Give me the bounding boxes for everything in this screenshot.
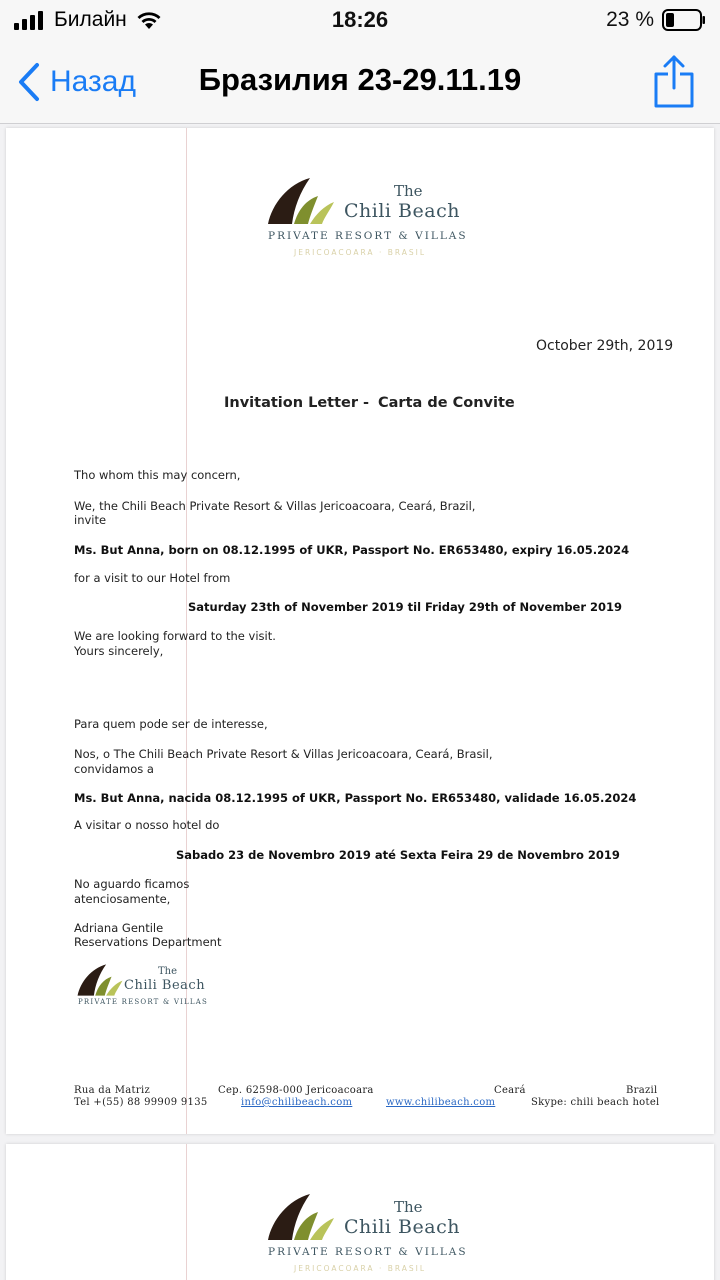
pt-visit: A visitar o nosso hotel do [74,818,220,832]
hotel-logo-mark-icon [266,176,336,226]
logo-the: The [394,1198,423,1216]
signature-name: Adriana Gentile [74,921,164,935]
clock: 18:26 [331,7,389,32]
en-dates: Saturday 23th of November 2019 til Friday 29th of November 2019 [188,600,623,614]
document-page-2 [6,1144,714,1280]
pt-closing1: No aguardo ficamos [74,877,190,891]
pt-intro-line2: convidamos a [74,762,154,776]
en-closing1: We are looking forward to the visit. [74,629,276,643]
signature-logo-subtitle: PRIVATE RESORT & VILLAS [78,998,208,1006]
pt-closing2: atenciosamente, [74,892,171,906]
battery-icon [662,9,706,31]
en-closing2: Yours sincerely, [74,644,164,658]
en-greeting: Tho whom this may concern, [74,468,241,482]
letter-date: October 29th, 2019 [536,338,674,354]
letter-heading-en: Invitation Letter - [224,395,370,411]
en-guest-details: Ms. But Anna, born on 08.12.1995 of UKR, Passport No. ER653480, expiry 16.05.2024 [74,543,630,557]
footer-skype: Skype: chili beach hotel [531,1097,660,1108]
logo-subtitle: PRIVATE RESORT & VILLAS [268,230,468,242]
pt-intro-line1: Nos, o The Chili Beach Private Resort & Villas Jericoacoara, Ceará, Brasil, [74,747,493,761]
hotel-logo-page2-mark-icon [266,1192,336,1242]
document-page-1 [6,128,714,1134]
hotel-logo [266,176,496,271]
hotel-logo-page2 [266,1192,496,1280]
signature-logo-the: The [158,966,178,977]
footer-state: Ceará [494,1085,526,1096]
pt-guest-details: Ms. But Anna, nacida 08.12.1995 of UKR, Passport No. ER653480, validade 16.05.2024 [74,791,637,805]
footer-email-link[interactable]: info@chilibeach.com [241,1097,353,1108]
pt-dates: Sabado 23 de Novembro 2019 até Sexta Feira 29 de Novembro 2019 [176,848,620,862]
en-intro-line1: We, the Chili Beach Private Resort & Villas Jericoacoara, Ceará, Brazil, [74,499,476,513]
page-title: Бразилия 23-29.11.19 [198,62,522,97]
en-visit: for a visit to our Hotel from [74,571,231,585]
logo-name: Chili Beach [344,200,460,222]
signature-logo [76,963,226,1013]
share-icon [654,54,694,108]
share-button[interactable] [654,54,694,113]
footer-cep: Cep. 62598-000 Jericoacoara [218,1085,374,1096]
signature-logo-name: Chili Beach [124,978,206,993]
fold-line [186,1144,187,1280]
letter-heading-pt: Carta de Convite [378,395,515,411]
signature-logo-mark-icon [76,963,124,997]
logo-tagline: JERICOACOARA · BRASIL [294,1264,427,1273]
logo-tagline: JERICOACOARA · BRASIL [294,248,427,257]
footer-country: Brazil [626,1085,658,1096]
logo-the: The [394,182,423,200]
pt-greeting: Para quem pode ser de interesse, [74,717,268,731]
en-intro-line2: invite [74,513,107,527]
footer-phone: Tel +(55) 88 99909 9135 [74,1097,208,1108]
footer-street: Rua da Matriz [74,1085,151,1096]
back-label: Назад [50,65,136,98]
navigation-bar [0,40,720,124]
logo-subtitle: PRIVATE RESORT & VILLAS [268,1246,468,1258]
logo-name: Chili Beach [344,1216,460,1238]
carrier-name: Билайн [54,8,127,31]
signature-department: Reservations Department [74,935,222,949]
footer-web-link[interactable]: www.chilibeach.com [386,1097,496,1108]
status-bar [0,0,720,40]
battery-percent: 23 % [606,8,654,31]
